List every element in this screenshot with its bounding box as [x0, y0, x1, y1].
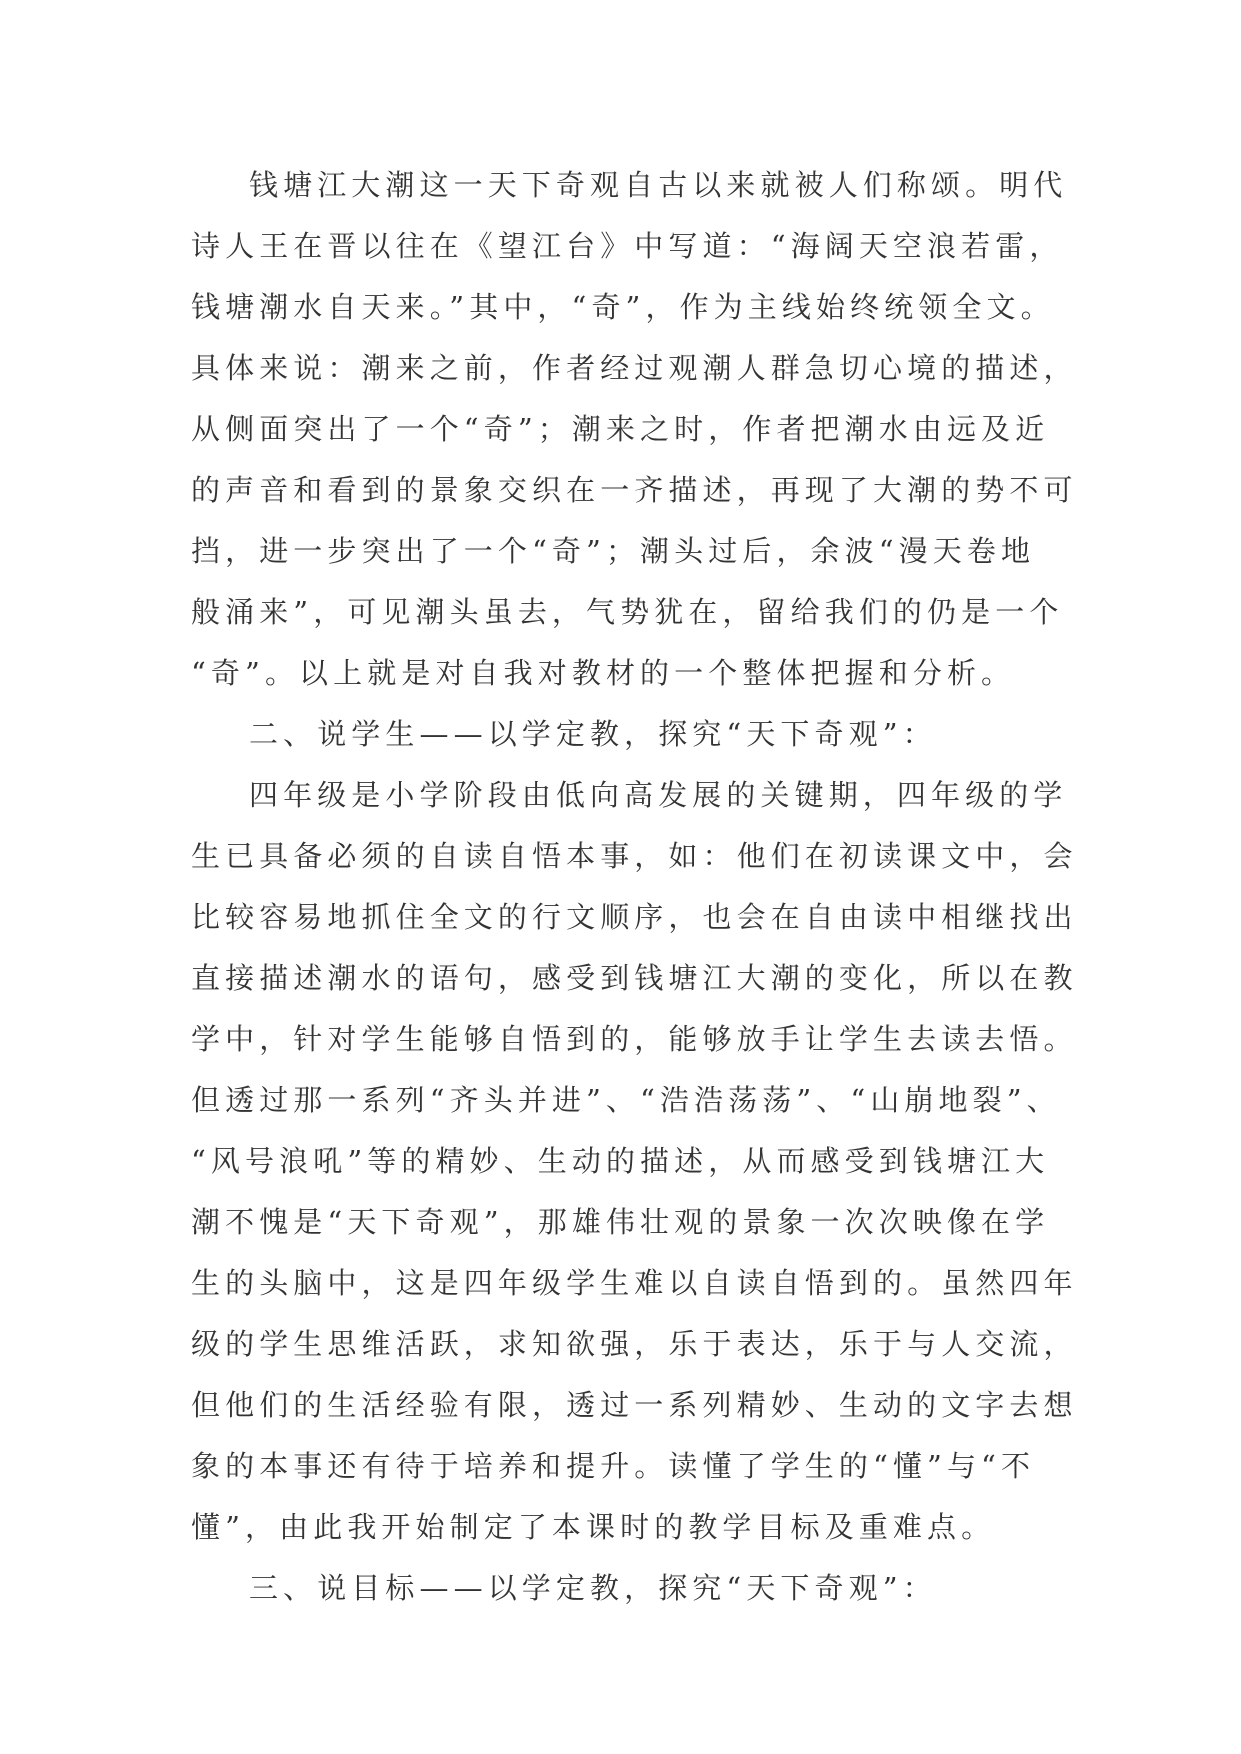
text-line: “奇”。以上就是对自我对教材的一个整体把握和分析。 — [191, 656, 1016, 690]
text-line: “风号浪吼”等的精妙、生动的描述，从而感受到钱塘江大 — [191, 1144, 1050, 1178]
text-line: 钱塘江大潮这一天下奇观自古以来就被人们称颂。明代 — [249, 168, 1068, 202]
text-line: 直接描述潮水的语句，感受到钱塘江大潮的变化，所以在教 — [191, 961, 1078, 995]
text-line: 从侧面突出了一个“奇”；潮来之时，作者把潮水由远及近 — [191, 412, 1050, 446]
text-line: 学中，针对学生能够自悟到的，能够放手让学生去读去悟。 — [191, 1022, 1078, 1056]
paragraph-intro-analysis — [191, 155, 1078, 704]
text-line: 懂”，由此我开始制定了本课时的教学目标及重难点。 — [191, 1510, 996, 1544]
text-line: 般涌来”，可见潮头虽去，气势犹在，留给我们的仍是一个 — [191, 595, 1064, 629]
text-line: 挡，进一步突出了一个“奇”；潮头过后，余波“漫天卷地 — [191, 534, 1036, 568]
text-line: 潮不愧是“天下奇观”，那雄伟壮观的景象一次次映像在学 — [191, 1205, 1050, 1239]
text-line: 四年级是小学阶段由低向高发展的关键期，四年级的学 — [249, 778, 1068, 812]
text-line: 具体来说：潮来之前，作者经过观潮人群急切心境的描述， — [191, 351, 1078, 385]
section-heading-students — [191, 704, 1062, 765]
heading-line: 三、说目标——以学定教，探究“天下奇观”： — [249, 1571, 937, 1605]
text-line: 但他们的生活经验有限，透过一系列精妙、生动的文字去想 — [191, 1388, 1078, 1422]
text-line: 的声音和看到的景象交织在一齐描述，再现了大潮的势不可 — [191, 473, 1078, 507]
section-heading-goals — [191, 1558, 1062, 1619]
paragraph-students — [191, 765, 1078, 1558]
text-line: 比较容易地抓住全文的行文顺序，也会在自由读中相继找出 — [191, 900, 1078, 934]
text-line: 钱塘潮水自天来。”其中，“奇”，作为主线始终统领全文。 — [191, 290, 1055, 324]
text-line: 生的头脑中，这是四年级学生难以自读自悟到的。虽然四年 — [191, 1266, 1078, 1300]
text-line: 但透过那一系列“齐头并进”、“浩浩荡荡”、“山崩地裂”、 — [191, 1083, 1061, 1117]
text-line: 级的学生思维活跃，求知欲强，乐于表达，乐于与人交流， — [191, 1327, 1078, 1361]
heading-line: 二、说学生——以学定教，探究“天下奇观”： — [249, 717, 937, 751]
text-line: 生已具备必须的自读自悟本事，如：他们在初读课文中，会 — [191, 839, 1078, 873]
document-body — [191, 155, 1078, 1619]
text-line: 象的本事还有待于培养和提升。读懂了学生的“懂”与“不 — [191, 1449, 1036, 1483]
text-line: 诗人王在晋以往在《望江台》中写道：“海阔天空浪若雷， — [191, 229, 1064, 263]
